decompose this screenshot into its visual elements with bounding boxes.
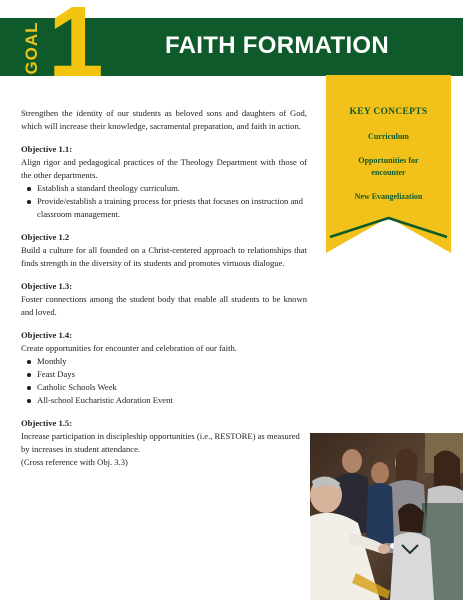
- list-item: All-school Eucharistic Adoration Event: [37, 394, 307, 407]
- objective-text: Create opportunities for encounter and celebration of our faith.: [21, 343, 237, 353]
- objective-title: Objective 1.2: [21, 232, 70, 242]
- objective-bullets: [21, 355, 307, 407]
- objective-1-1: [21, 143, 307, 221]
- list-item: Provide/establish a training process for priests that focuses on instruction and classroom management.: [37, 195, 307, 221]
- communion-photo: [310, 433, 463, 600]
- key-concept-item: Opportunities for encounter: [358, 156, 419, 177]
- objective-1-5: [21, 417, 307, 469]
- photo-illustration: [310, 433, 463, 600]
- list-item: Establish a standard theology curriculum.: [37, 182, 307, 195]
- intro-paragraph: Strengthen the identity of our students as beloved sons and daughters of God, which will increase their knowledge, sacramental preparation, and faith in action.: [21, 108, 307, 131]
- objective-text: Increase participation in discipleship opportunities (i.e., RESTORE) as measured by increases in student attendance.: [21, 431, 300, 454]
- main-content: [21, 107, 307, 479]
- objective-1-2: [21, 231, 307, 270]
- list-item: Catholic Schools Week: [37, 381, 307, 394]
- key-concept-item: New Evangelization: [354, 192, 423, 201]
- cross-reference-note: (Cross reference with Obj. 3.3): [21, 457, 128, 467]
- objective-title: Objective 1.4:: [21, 330, 73, 340]
- list-item: Feast Days: [37, 368, 307, 381]
- list-item: Monthly: [37, 355, 307, 368]
- goal-label: GOAL: [22, 21, 41, 75]
- goal-number: 1: [48, 0, 104, 98]
- objective-text: Align rigor and pedagogical practices of the Theology Department with those of the other departments.: [21, 157, 307, 180]
- page-title: FAITH FORMATION: [165, 32, 390, 59]
- key-concepts-heading: KEY CONCEPTS: [349, 107, 428, 117]
- objective-title: Objective 1.3:: [21, 281, 73, 291]
- objective-title: Objective 1.5:: [21, 418, 73, 428]
- objective-title: Objective 1.1:: [21, 144, 73, 154]
- key-concepts: [326, 107, 451, 215]
- objective-bullets: [21, 182, 307, 221]
- objective-1-3: [21, 280, 307, 319]
- objective-1-4: [21, 329, 307, 407]
- objective-text: Foster connections among the student body that enable all students to be known and loved.: [21, 294, 307, 317]
- objective-text: Build a culture for all founded on a Christ-centered approach to relationships that finds strength in the diversity of its students and promotes virtuous dialogue.: [21, 245, 307, 268]
- key-concept-item: Curriculum: [368, 132, 409, 141]
